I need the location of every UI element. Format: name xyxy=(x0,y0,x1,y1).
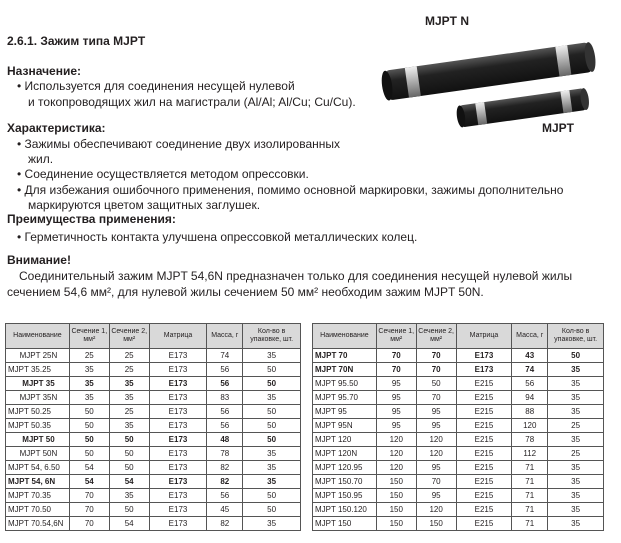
characteristic-item-1: • Зажимы обеспечивают соединение двух изолированных xyxy=(17,137,341,151)
table-row xyxy=(313,461,604,475)
table-cell: 120 xyxy=(376,447,416,461)
table-cell: 94 xyxy=(512,391,548,405)
table-cell: 112 xyxy=(512,447,548,461)
table-cell: 95 xyxy=(416,419,456,433)
table-cell: 56 xyxy=(207,419,243,433)
table-cell: 25 xyxy=(548,419,604,433)
table-cell: 35 xyxy=(243,349,301,363)
cell-product-name: MJPT 25N xyxy=(6,349,70,363)
table-cell: E173 xyxy=(149,461,207,475)
table-cell: 74 xyxy=(512,363,548,377)
spec-table-right xyxy=(312,323,604,531)
table-cell: 50 xyxy=(109,461,149,475)
product-label-mjpt-n: MJPT N xyxy=(425,14,470,28)
characteristic-item-3: • Для избежания ошибочного применения, помимо основной маркировки, зажимы дополнительно xyxy=(17,183,564,197)
col-header-mass: Масса, г xyxy=(512,324,548,349)
table-row xyxy=(313,517,604,531)
table-cell: 71 xyxy=(512,503,548,517)
table-cell: 82 xyxy=(207,475,243,489)
table-header-row xyxy=(6,324,301,349)
table-cell: E173 xyxy=(149,377,207,391)
table-cell: 35 xyxy=(548,391,604,405)
table-cell: 78 xyxy=(207,447,243,461)
table-cell: 43 xyxy=(512,349,548,363)
characteristics-heading: Характеристика: xyxy=(7,121,106,135)
table-cell: 50 xyxy=(109,433,149,447)
table-row xyxy=(6,503,301,517)
table-cell: 83 xyxy=(207,391,243,405)
table-cell: 35 xyxy=(548,377,604,391)
col-header-section-1: Сечение 1, мм² xyxy=(376,324,416,349)
table-row xyxy=(6,377,301,391)
table-cell: E173 xyxy=(149,363,207,377)
table-cell: 95 xyxy=(376,419,416,433)
table-cell: 35 xyxy=(69,377,109,391)
section-title: 2.6.1. Зажим типа MJPT xyxy=(7,34,146,48)
cell-product-name: MJPT 54, 6.50 xyxy=(6,461,70,475)
table-cell: E173 xyxy=(456,349,512,363)
table-cell: 35 xyxy=(109,419,149,433)
table-cell: E173 xyxy=(456,363,512,377)
cell-product-name: MJPT 35.25 xyxy=(6,363,70,377)
table-cell: E215 xyxy=(456,503,512,517)
table-cell: 150 xyxy=(416,517,456,531)
cell-product-name: MJPT 50 xyxy=(6,433,70,447)
table-cell: 35 xyxy=(548,461,604,475)
table-cell: 35 xyxy=(109,489,149,503)
table-cell: E173 xyxy=(149,419,207,433)
cell-product-name: MJPT 95.50 xyxy=(313,377,377,391)
table-cell: E173 xyxy=(149,489,207,503)
table-cell: 50 xyxy=(69,433,109,447)
table-cell: 50 xyxy=(416,377,456,391)
table-cell: 120 xyxy=(416,447,456,461)
table-cell: E215 xyxy=(456,517,512,531)
table-row xyxy=(6,461,301,475)
col-header-name: Наименование xyxy=(313,324,377,349)
table-cell: 45 xyxy=(207,503,243,517)
table-row xyxy=(6,363,301,377)
table-cell: 50 xyxy=(243,363,301,377)
table-cell: 120 xyxy=(376,433,416,447)
spec-table-left xyxy=(5,323,301,531)
cell-product-name: MJPT 120N xyxy=(313,447,377,461)
table-cell: 95 xyxy=(376,391,416,405)
table-cell: 70 xyxy=(416,475,456,489)
table-row xyxy=(313,363,604,377)
table-cell: 25 xyxy=(548,447,604,461)
product-label-mjpt: MJPT xyxy=(542,121,575,135)
advantages-item-1: • Герметичность контакта улучшена опрессовкой металлических колец. xyxy=(17,230,418,244)
table-cell: 56 xyxy=(207,489,243,503)
cell-product-name: MJPT 50.35 xyxy=(6,419,70,433)
table-cell: 54 xyxy=(109,517,149,531)
table-cell: 88 xyxy=(512,405,548,419)
table-cell: 150 xyxy=(376,503,416,517)
table-cell: 82 xyxy=(207,461,243,475)
table-cell: 95 xyxy=(376,377,416,391)
table-cell: E173 xyxy=(149,447,207,461)
table-header-row xyxy=(313,324,604,349)
col-header-die: Матрица xyxy=(149,324,207,349)
table-cell: 70 xyxy=(69,517,109,531)
col-header-die: Матрица xyxy=(456,324,512,349)
table-cell: E173 xyxy=(149,391,207,405)
table-cell: 70 xyxy=(416,349,456,363)
table-row xyxy=(313,391,604,405)
table-cell: 50 xyxy=(243,405,301,419)
col-header-name: Наименование xyxy=(6,324,70,349)
purpose-text-2: и токопроводящих жил на магистрали (Al/Al; Al/Cu; Cu/Cu). xyxy=(28,95,356,109)
cell-product-name: MJPT 35N xyxy=(6,391,70,405)
cell-product-name: MJPT 50.25 xyxy=(6,405,70,419)
table-cell: 95 xyxy=(376,405,416,419)
table-cell: 95 xyxy=(416,461,456,475)
table-cell: 120 xyxy=(416,503,456,517)
table-row xyxy=(313,475,604,489)
table-cell: 120 xyxy=(416,433,456,447)
cell-product-name: MJPT 150.120 xyxy=(313,503,377,517)
table-cell: 50 xyxy=(243,489,301,503)
table-cell: 50 xyxy=(243,433,301,447)
table-cell: 150 xyxy=(376,475,416,489)
table-cell: E215 xyxy=(456,391,512,405)
table-cell: 70 xyxy=(376,363,416,377)
cell-product-name: MJPT 120.95 xyxy=(313,461,377,475)
table-cell: E215 xyxy=(456,475,512,489)
table-cell: 71 xyxy=(512,475,548,489)
table-cell: 50 xyxy=(69,405,109,419)
table-cell: 50 xyxy=(109,447,149,461)
table-cell: 150 xyxy=(376,489,416,503)
table-cell: 35 xyxy=(243,461,301,475)
attention-heading: Внимание! xyxy=(7,253,71,267)
table-row xyxy=(6,475,301,489)
table-cell: 56 xyxy=(512,377,548,391)
table-cell: E173 xyxy=(149,475,207,489)
table-cell: 78 xyxy=(512,433,548,447)
table-row xyxy=(313,349,604,363)
col-header-pack-qty: Кол-во в упаковке, шт. xyxy=(243,324,301,349)
table-cell: 48 xyxy=(207,433,243,447)
table-cell: 82 xyxy=(207,517,243,531)
table-cell: 120 xyxy=(512,419,548,433)
table-cell: 35 xyxy=(548,405,604,419)
table-cell: 54 xyxy=(69,461,109,475)
purpose-heading: Назначение: xyxy=(7,64,82,78)
table-cell: 50 xyxy=(243,503,301,517)
table-cell: E215 xyxy=(456,433,512,447)
connector-sleeves-image xyxy=(378,30,618,130)
table-row xyxy=(313,419,604,433)
table-cell: 95 xyxy=(416,489,456,503)
table-cell: 35 xyxy=(548,363,604,377)
table-cell: E173 xyxy=(149,349,207,363)
table-cell: 54 xyxy=(109,475,149,489)
table-cell: 35 xyxy=(243,517,301,531)
col-header-section-1: Сечение 1, мм² xyxy=(69,324,109,349)
table-row xyxy=(6,433,301,447)
table-cell: 50 xyxy=(243,377,301,391)
table-row xyxy=(313,489,604,503)
table-cell: 50 xyxy=(69,419,109,433)
advantages-heading: Преимущества применения: xyxy=(7,212,176,226)
table-cell: E173 xyxy=(149,405,207,419)
col-header-pack-qty: Кол-во в упаковке, шт. xyxy=(548,324,604,349)
table-cell: E215 xyxy=(456,419,512,433)
cell-product-name: MJPT 70N xyxy=(313,363,377,377)
table-row xyxy=(6,419,301,433)
table-cell: 25 xyxy=(69,349,109,363)
characteristic-item-2: • Соединение осуществляется методом опрессовки. xyxy=(17,167,309,181)
table-cell: 71 xyxy=(512,489,548,503)
table-row xyxy=(313,433,604,447)
table-cell: 35 xyxy=(548,475,604,489)
table-cell: 70 xyxy=(416,391,456,405)
attention-text-1: Соединительный зажим MJPT 54,6N предназначен только для соединения несущей нулевой жилы xyxy=(19,269,573,283)
table-cell: 150 xyxy=(376,517,416,531)
cell-product-name: MJPT 70.50 xyxy=(6,503,70,517)
cell-product-name: MJPT 70.54,6N xyxy=(6,517,70,531)
table-row xyxy=(6,517,301,531)
table-cell: 70 xyxy=(416,363,456,377)
table-cell: 50 xyxy=(109,503,149,517)
table-cell: 35 xyxy=(548,503,604,517)
table-cell: 56 xyxy=(207,363,243,377)
cell-product-name: MJPT 95 xyxy=(313,405,377,419)
table-cell: 70 xyxy=(69,503,109,517)
table-cell: 35 xyxy=(243,391,301,405)
table-cell: 50 xyxy=(548,349,604,363)
table-cell: E215 xyxy=(456,461,512,475)
table-row xyxy=(313,377,604,391)
table-cell: 50 xyxy=(243,419,301,433)
characteristic-item-1-cont: жил. xyxy=(28,152,54,166)
table-cell: 56 xyxy=(207,377,243,391)
cell-product-name: MJPT 35 xyxy=(6,377,70,391)
cell-product-name: MJPT 95.70 xyxy=(313,391,377,405)
cell-product-name: MJPT 54, 6N xyxy=(6,475,70,489)
table-cell: 56 xyxy=(207,405,243,419)
table-cell: E215 xyxy=(456,377,512,391)
cell-product-name: MJPT 70.35 xyxy=(6,489,70,503)
col-header-mass: Масса, г xyxy=(207,324,243,349)
table-cell: 35 xyxy=(109,391,149,405)
attention-text-2: сечением 54,6 мм², для нулевой жилы сечением 50 мм² необходим зажим MJPT 50N. xyxy=(7,285,484,299)
table-cell: 95 xyxy=(416,405,456,419)
cell-product-name: MJPT 120 xyxy=(313,433,377,447)
table-row xyxy=(6,349,301,363)
table-cell: 25 xyxy=(109,349,149,363)
table-cell: 71 xyxy=(512,461,548,475)
purpose-text-1: • Используется для соединения несущей нулевой xyxy=(17,79,295,93)
table-row xyxy=(313,405,604,419)
table-cell: 71 xyxy=(512,517,548,531)
cell-product-name: MJPT 95N xyxy=(313,419,377,433)
table-cell: E215 xyxy=(456,489,512,503)
cell-product-name: MJPT 50N xyxy=(6,447,70,461)
table-cell: 35 xyxy=(109,377,149,391)
table-cell: 50 xyxy=(69,447,109,461)
cell-product-name: MJPT 70 xyxy=(313,349,377,363)
table-cell: 74 xyxy=(207,349,243,363)
table-cell: 35 xyxy=(548,517,604,531)
table-cell: 25 xyxy=(109,405,149,419)
table-cell: 70 xyxy=(376,349,416,363)
table-row xyxy=(6,447,301,461)
col-header-section-2: Сечение 2, мм² xyxy=(109,324,149,349)
table-row xyxy=(313,447,604,461)
table-cell: E173 xyxy=(149,433,207,447)
table-cell: 54 xyxy=(69,475,109,489)
table-cell: 35 xyxy=(69,363,109,377)
table-cell: 35 xyxy=(243,447,301,461)
table-cell: E215 xyxy=(456,447,512,461)
table-cell: E173 xyxy=(149,517,207,531)
cell-product-name: MJPT 150 xyxy=(313,517,377,531)
cell-product-name: MJPT 150.70 xyxy=(313,475,377,489)
table-row xyxy=(6,405,301,419)
cell-product-name: MJPT 150.95 xyxy=(313,489,377,503)
characteristic-item-3-cont: маркируются цветом защитных заглушек. xyxy=(28,198,261,212)
table-cell: 120 xyxy=(376,461,416,475)
table-cell: 35 xyxy=(548,489,604,503)
table-cell: E215 xyxy=(456,405,512,419)
table-cell: 25 xyxy=(109,363,149,377)
table-row xyxy=(6,489,301,503)
table-cell: 35 xyxy=(548,433,604,447)
table-cell: 35 xyxy=(243,475,301,489)
table-cell: 70 xyxy=(69,489,109,503)
table-row xyxy=(313,503,604,517)
table-cell: 35 xyxy=(69,391,109,405)
table-cell: E173 xyxy=(149,503,207,517)
table-row xyxy=(6,391,301,405)
col-header-section-2: Сечение 2, мм² xyxy=(416,324,456,349)
